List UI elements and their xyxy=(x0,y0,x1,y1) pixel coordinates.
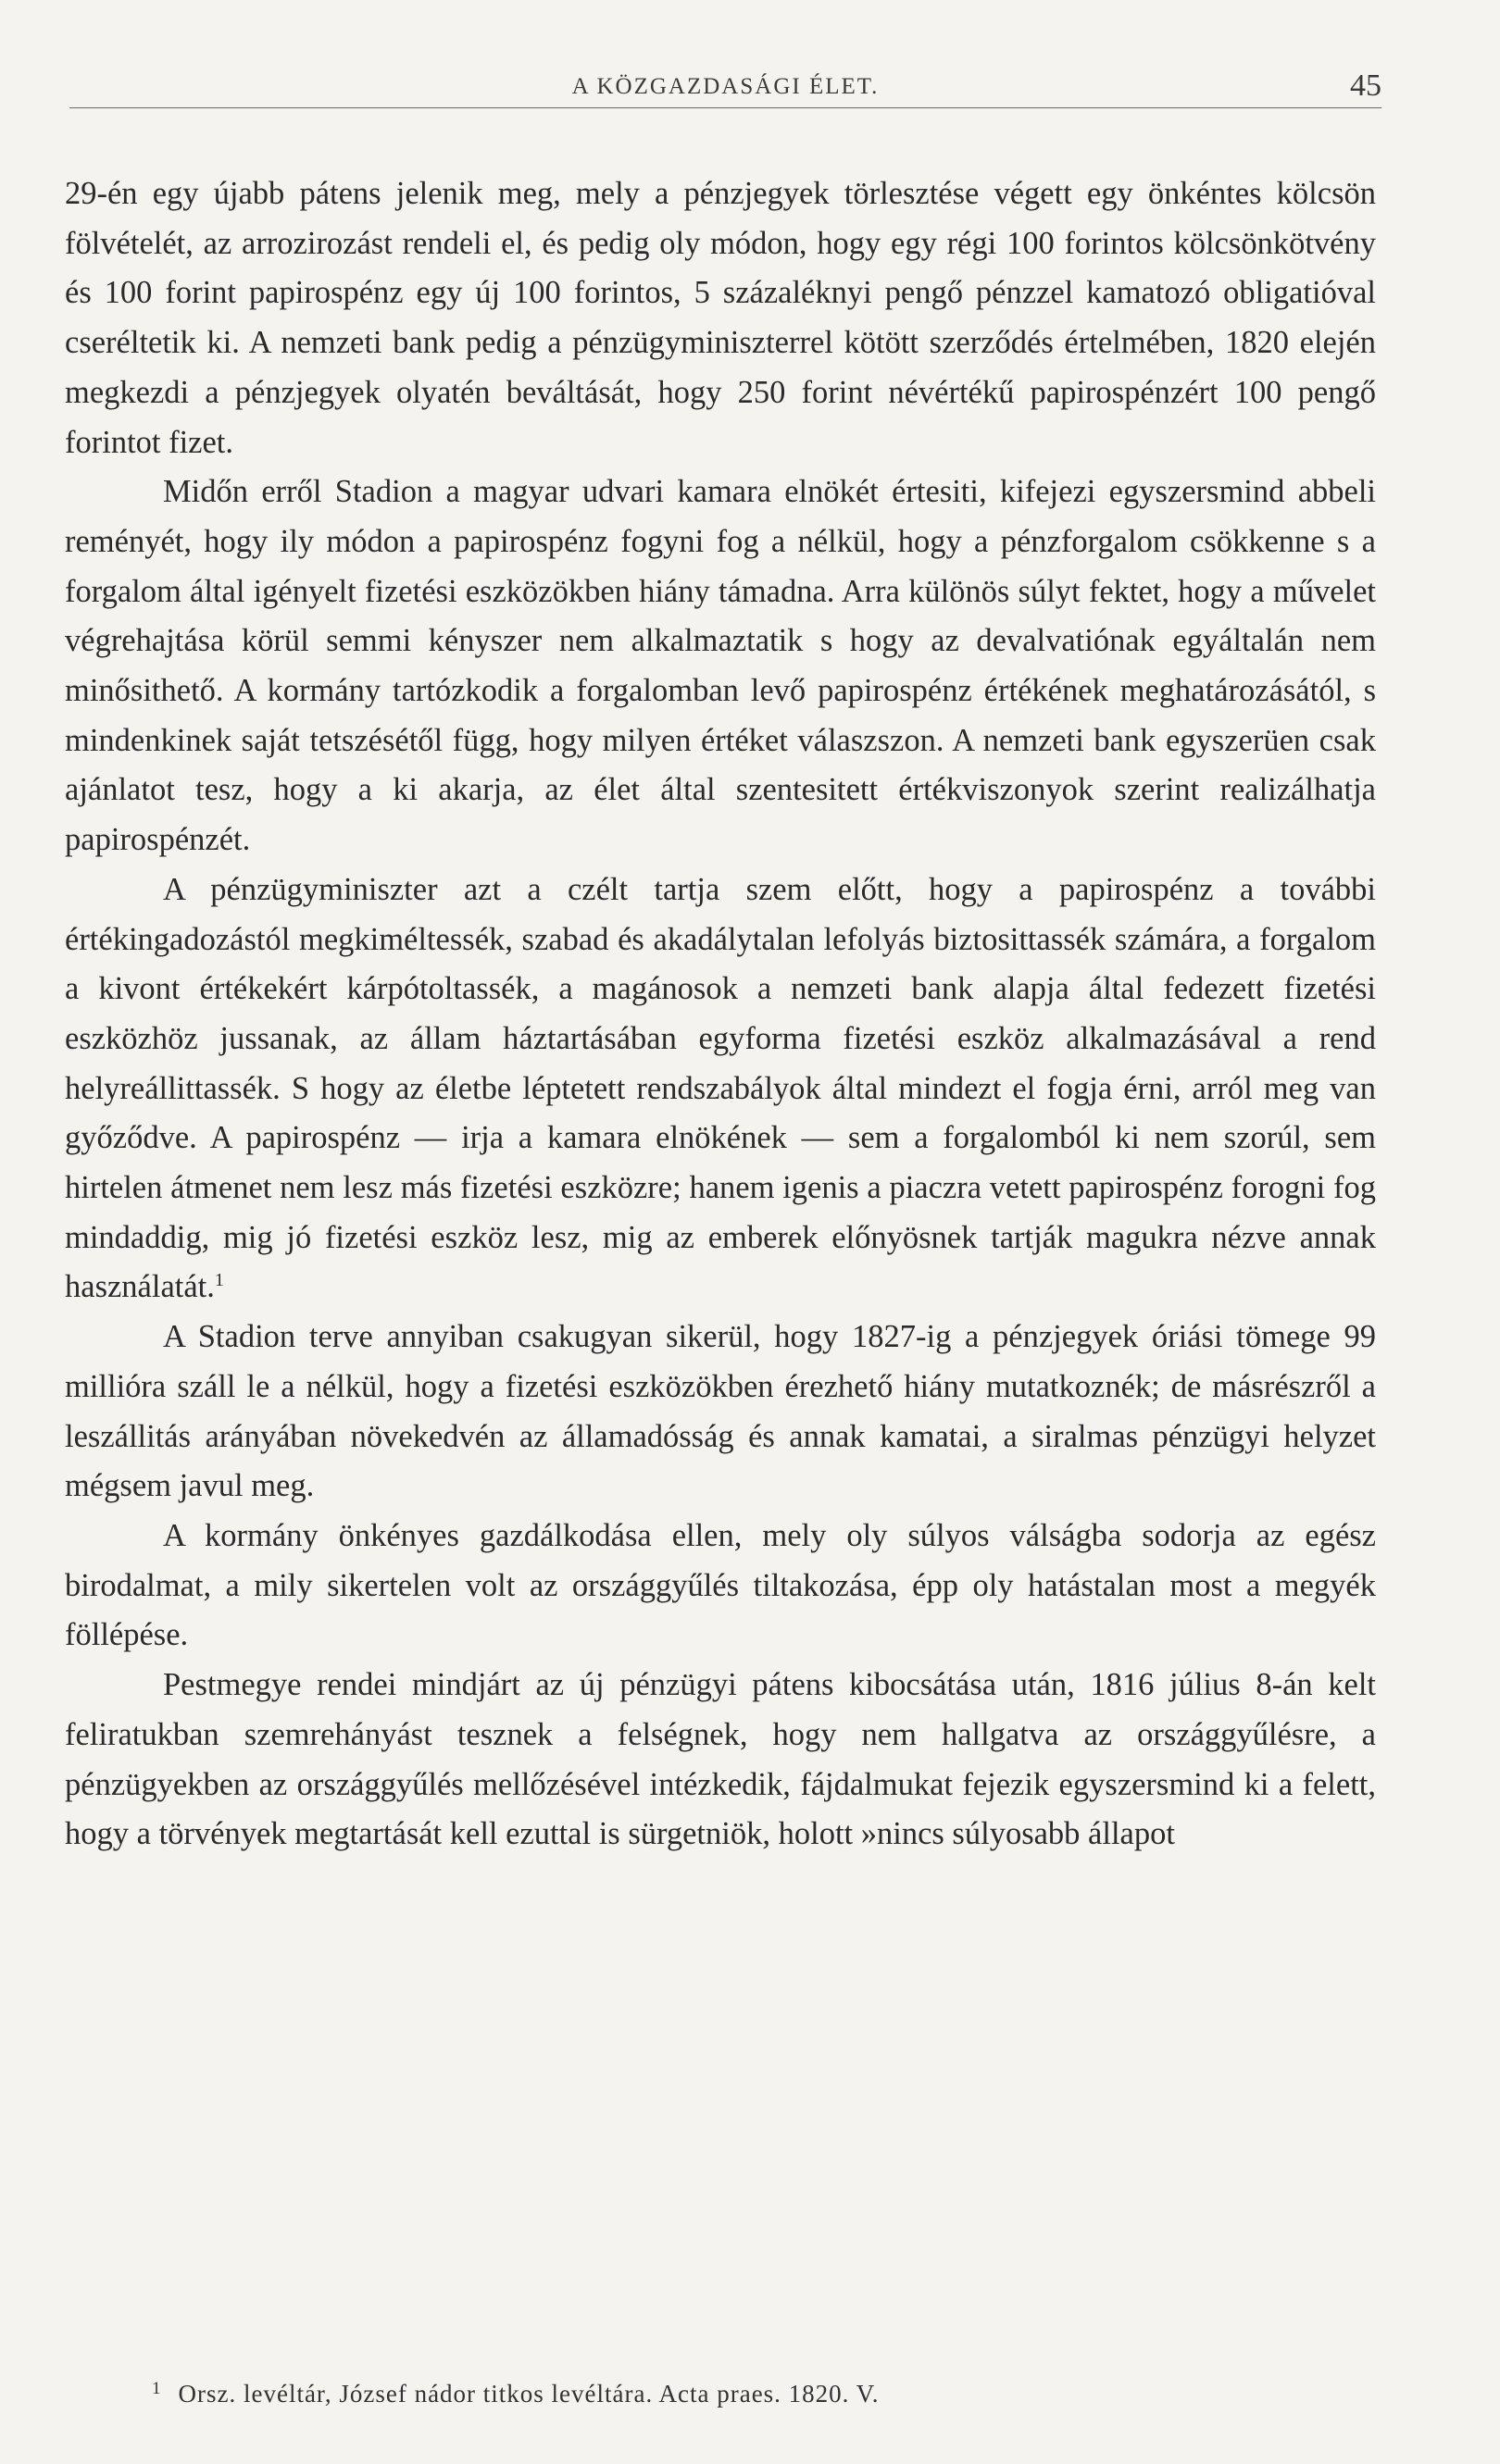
paragraph-5 xyxy=(65,1512,1376,1661)
paragraph-1 xyxy=(65,169,1376,467)
paragraph-4 xyxy=(65,1313,1376,1512)
paragraph-2-text: Midőn erről Stadion a magyar udvari kamara elnökét értesiti, kifejezi egyszersmind abbeli reményét, hogy ily módon a papirospénz fogyni fog a nélkül, hogy a pénzforgalom csökkenne s a forgalom által igényelt fizetési eszközökben hiány támadna. Arra különös súlyt fektet, hogy a művelet végrehajtása körül semmi kényszer nem alkalmaztatik s hogy az devalvatiónak egyáltalán nem minősithető. A kormány tartózkodik a forgalomban levő papirospénz értékének meghatározásától, s mindenkinek saját tetszésétől függ, hogy milyen értéket válaszszon. A nemzeti bank egyszerüen csak ajánlatot tesz, hogy a ki akarja, az élet által szentesitett értékviszonyok szerint realizálhatja papirospénzét. xyxy=(65,474,1376,858)
page-header xyxy=(69,59,1381,108)
footnote-mark: 1 xyxy=(152,2379,162,2398)
paragraph-2 xyxy=(65,467,1376,865)
footnote xyxy=(152,2379,879,2408)
paragraph-6-text: Pestmegye rendei mindjárt az új pénzügyi pátens kibocsátása után, 1816 július 8-án kelt feliratukban szemrehányást tesznek a felségnek, hogy nem hallgatva az országgyűlésre, a pénzügyekben az országgyűlés mellőzésével intézkedik, fájdalmukat fejezik egyszersmind ki a felett, hogy a törvények megtartását kell ezuttal is sürgetniök, holott »nincs súlyosabb állapot xyxy=(65,1667,1376,1852)
paragraph-4-text: A Stadion terve annyiban csakugyan sikerül, hogy 1827-ig a pénzjegyek óriási tömege 99 millióra száll le a nélkül, hogy a fizetési eszközökben érezhető hiány mutatkoznék; de másrészről a leszállitás arányában növekedvén az államadósság és annak kamatai, a siralmas pénzügyi helyzet mégsem javul meg. xyxy=(65,1319,1376,1504)
paragraph-6 xyxy=(65,1661,1376,1860)
paragraph-3-text: A pénzügyminiszter azt a czélt tartja szem előtt, hogy a papirospénz a további értékingadozástól megkiméltessék, szabad és akadálytalan lefolyás biztosittassék számára, a forgalom a kivont értékekért kárpótoltassék, a magánosok a nemzeti bank alapja által fedezett fizetési eszközhöz jussanak, az állam háztartásában egyforma fizetési eszköz alkalmazásával a rend helyreállittassék. S hogy az életbe léptetett rendszabályok által mindezt el fogja érni, arról meg van győződve. A papirospénz — irja a kamara elnökének — sem a forgalomból ki nem szorúl, sem hirtelen átmenet nem lesz más fizetési eszközre; hanem igenis a piaczra vetett papirospénz forogni fog mindaddig, mig jó fizetési eszköz lesz, mig az emberek előnyösnek tartják magukra nézve annak használatát. xyxy=(65,871,1376,1305)
footnote-reference: 1 xyxy=(214,1270,224,1291)
running-title: A KÖZGAZDASÁGI ÉLET. xyxy=(571,74,880,99)
paragraph-3 xyxy=(65,865,1376,1313)
paragraph-5-text: A kormány önkényes gazdálkodása ellen, mely oly súlyos válságba sodorja az egész birodalmat, a mily sikertelen volt az országgyűlés tiltakozása, épp oly hatástalan most a megyék föllépése. xyxy=(65,1517,1376,1653)
body-text xyxy=(65,169,1376,1860)
page-number: 45 xyxy=(1350,68,1381,103)
footnote-text: Orsz. levéltár, József nádor titkos levéltára. Acta praes. 1820. V. xyxy=(178,2380,880,2408)
paragraph-1-text: 29-én egy újabb pátens jelenik meg, mely a pénzjegyek törlesztése végett egy önkéntes kölcsön fölvételét, az arrozirozást rendeli el, és pedig oly módon, hogy egy régi 100 forintos kölcsönkötvény és 100 forint papirospénz egy új 100 forintos, 5 százaléknyi pengő pénzzel kamatozó obligatióval cseréltetik ki. A nemzeti bank pedig a pénzügyminiszterrel kötött szerződés értelmében, 1820 elején megkezdi a pénzjegyek olyatén beváltását, hogy 250 forint névértékű papirospénzért 100 pengő forintot fizet. xyxy=(65,176,1376,460)
